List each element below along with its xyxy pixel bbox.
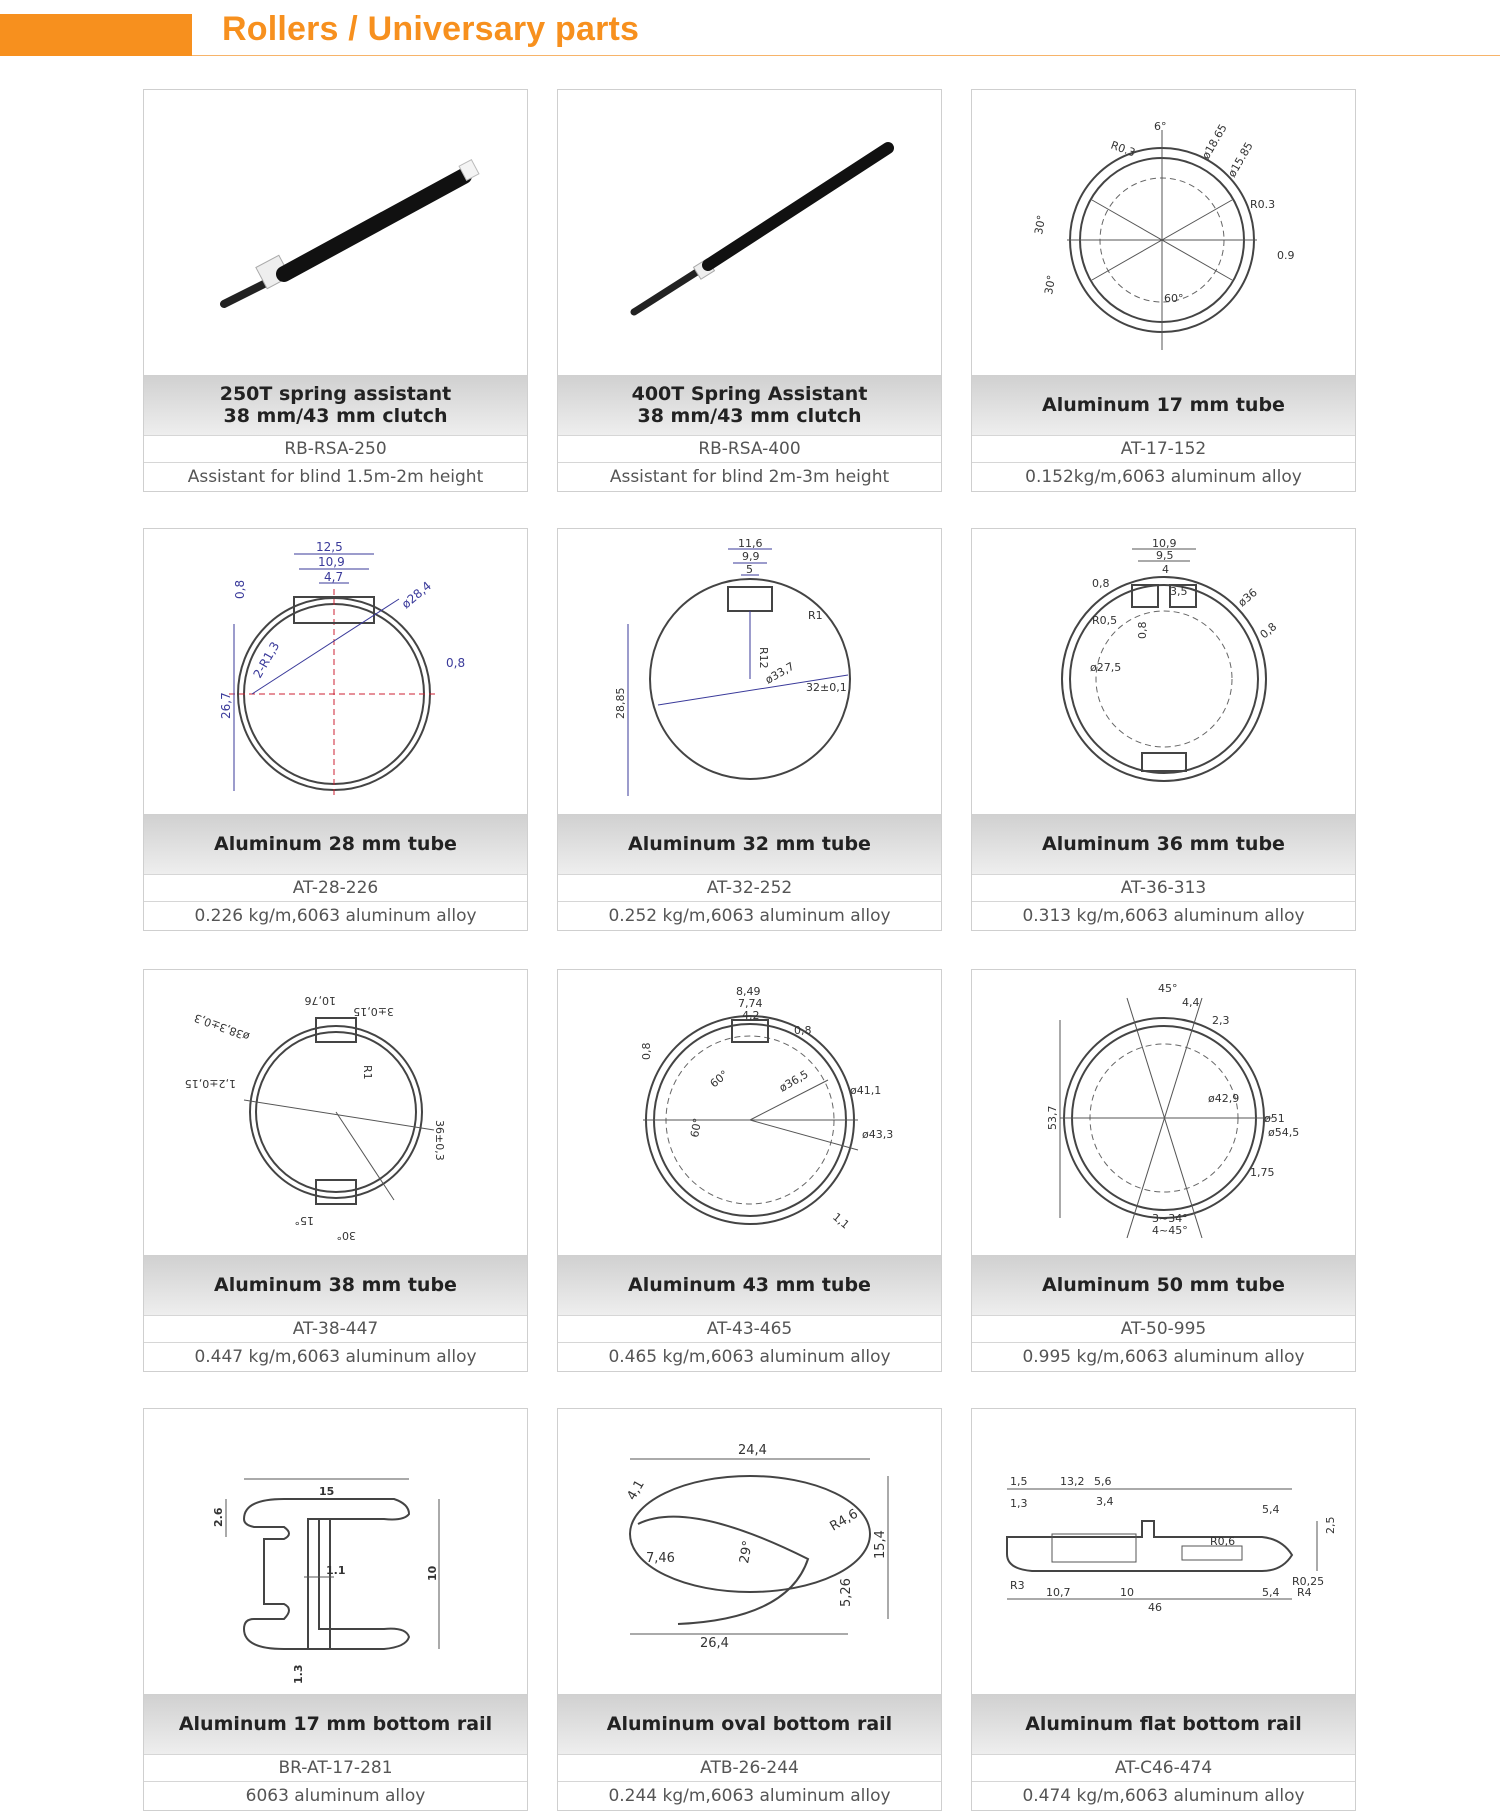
drawing-label: 30°: [1032, 214, 1049, 236]
drawing-label: 10,9: [318, 555, 345, 569]
product-name: Aluminum 17 mm bottom rail: [144, 1694, 527, 1754]
product-name: Aluminum 50 mm tube: [972, 1255, 1355, 1315]
header-accent-bar: [0, 14, 192, 56]
product-description: 0.474 kg/m,6063 aluminum alloy: [1022, 1786, 1305, 1806]
drawing-label: 36±0,3: [433, 1120, 446, 1161]
header-rule: [192, 55, 1500, 56]
product-name: Aluminum 17 mm tube: [972, 375, 1355, 435]
tube-section-drawing-icon: [144, 529, 527, 814]
drawing-label: 30°: [336, 1229, 356, 1242]
drawing-label: 4: [1162, 563, 1169, 576]
product-code: ATB-26-244: [558, 1754, 941, 1782]
drawing-label: 0,8: [233, 579, 247, 599]
product-name: 400T Spring Assistant 38 mm/43 mm clutch: [558, 375, 941, 435]
drawing-label: 10,9: [1152, 537, 1177, 550]
product-description: 0.252 kg/m,6063 aluminum alloy: [608, 906, 891, 926]
tube-section-drawing-icon: [558, 529, 941, 814]
drawing-label: ø18.65: [1199, 121, 1230, 162]
drawing-label: 0,8: [446, 656, 466, 670]
tube-section-drawing-icon: [558, 970, 941, 1255]
product-card[interactable]: [557, 89, 942, 492]
product-code: BR-AT-17-281: [144, 1754, 527, 1782]
drawing-label: 13,2: [1060, 1475, 1085, 1488]
drawing-label: ø27,5: [1090, 661, 1122, 674]
page-title: Rollers / Universary parts: [222, 10, 640, 48]
product-name: Aluminum 32 mm tube: [558, 814, 941, 874]
drawing-label: 1.3: [292, 1664, 305, 1684]
drawing-label: 15,4: [873, 1530, 888, 1559]
drawing-label: R0,6: [1210, 1535, 1236, 1548]
drawing-label: 15: [319, 1485, 335, 1498]
drawing-label: R0,25: [1292, 1575, 1325, 1588]
product-code: AT-C46-474: [972, 1754, 1355, 1782]
drawing-label: 1,75: [1250, 1166, 1275, 1179]
product-code: AT-38-447: [144, 1315, 527, 1343]
drawing-label: ø38,3±0,3: [192, 1011, 252, 1044]
drawing-label: ø51: [1264, 1112, 1285, 1125]
page-header: [0, 0, 1500, 58]
product-description: Assistant for blind 2m-3m height: [609, 467, 890, 487]
drawing-label: 5,4: [1262, 1503, 1280, 1516]
product-description: 0.995 kg/m,6063 aluminum alloy: [1022, 1347, 1305, 1367]
tube-section-drawing-icon: [144, 970, 527, 1255]
product-name: Aluminum 36 mm tube: [972, 814, 1355, 874]
drawing-label: R1: [808, 609, 823, 622]
product-description: 0.244 kg/m,6063 aluminum alloy: [608, 1786, 891, 1806]
product-description: 0.447 kg/m,6063 aluminum alloy: [194, 1347, 477, 1367]
drawing-label: 2,3: [1212, 1014, 1230, 1027]
product-name: Aluminum 38 mm tube: [144, 1255, 527, 1315]
product-code: AT-17-152: [972, 435, 1355, 463]
drawing-label: 26,4: [700, 1636, 729, 1651]
drawing-label: 0.9: [1277, 249, 1295, 262]
product-card[interactable]: [557, 969, 942, 1372]
drawing-label: R0.3: [1250, 198, 1276, 211]
product-name: Aluminum flat bottom rail: [972, 1694, 1355, 1754]
drawing-label: 46: [1148, 1601, 1162, 1614]
drawing-label: 3±0,15: [353, 1005, 394, 1018]
drawing-label: 0,8: [794, 1024, 812, 1037]
product-description: 0.465 kg/m,6063 aluminum alloy: [608, 1347, 891, 1367]
drawing-label: R1: [361, 1065, 374, 1080]
drawing-label: 8,49: [736, 985, 761, 998]
drawing-label: ø41,1: [850, 1084, 882, 1097]
drawing-label: ø54,5: [1268, 1126, 1300, 1139]
drawing-label: 60°: [1164, 292, 1184, 305]
drawing-label: 0,8: [1257, 620, 1280, 642]
drawing-label: 5: [746, 563, 753, 576]
product-card[interactable]: [143, 969, 528, 1372]
drawing-label: 2,5: [1324, 1516, 1337, 1534]
product-code: AT-50-995: [972, 1315, 1355, 1343]
drawing-label: 4,4: [1182, 996, 1200, 1009]
product-description: 0.226 kg/m,6063 aluminum alloy: [194, 906, 477, 926]
product-card[interactable]: [971, 969, 1356, 1372]
drawing-label: 53,7: [1046, 1105, 1059, 1130]
product-code: AT-28-226: [144, 874, 527, 902]
product-description: 0.152kg/m,6063 aluminum alloy: [1025, 467, 1302, 487]
drawing-label: ø15.85: [1225, 139, 1256, 180]
product-name: 250T spring assistant 38 mm/43 mm clutch: [144, 375, 527, 435]
drawing-label: ø43,3: [862, 1128, 894, 1141]
drawing-label: 5,26: [839, 1578, 854, 1607]
product-code: RB-RSA-250: [144, 435, 527, 463]
product-card[interactable]: [971, 528, 1356, 931]
drawing-label: R4: [1297, 1586, 1312, 1599]
drawing-label: 7,74: [738, 997, 763, 1010]
drawing-label: ø36: [1235, 586, 1260, 610]
drawing-label: 10,7: [1046, 1586, 1071, 1599]
drawing-label: 2.6: [212, 1507, 225, 1527]
spring-assistant-rod-icon: [144, 90, 527, 375]
drawing-label: 29°: [737, 1539, 756, 1565]
drawing-label: 1,2±0,15: [184, 1077, 236, 1090]
drawing-label: 1.1: [326, 1564, 346, 1577]
drawing-label: 45°: [1158, 982, 1178, 995]
drawing-label: 11,6: [738, 537, 763, 550]
product-description: Assistant for blind 1.5m-2m height: [187, 467, 484, 487]
drawing-label: 60°: [707, 1067, 731, 1091]
drawing-label: 10,76: [304, 994, 336, 1007]
rail-section-drawing-icon: [144, 1409, 527, 1694]
drawing-label: 28,85: [614, 687, 627, 719]
drawing-label: R0.3: [1108, 138, 1138, 160]
drawing-label: 5,4: [1262, 1586, 1280, 1599]
product-code: RB-RSA-400: [558, 435, 941, 463]
drawing-label: 4,2: [742, 1009, 760, 1022]
drawing-label: 0,8: [1092, 577, 1110, 590]
drawing-label: 60°: [688, 1117, 705, 1139]
product-card[interactable]: [143, 1408, 528, 1811]
drawing-label: 1,1: [830, 1210, 852, 1232]
drawing-label: 32±0,1: [806, 681, 847, 694]
drawing-label: 6°: [1154, 120, 1167, 133]
drawing-label: 3,5: [1170, 585, 1188, 598]
drawing-label: 7,46: [646, 1551, 675, 1566]
drawing-label: 4,7: [324, 570, 344, 584]
drawing-label: 9,5: [1156, 549, 1174, 562]
product-description: 6063 aluminum alloy: [245, 1786, 426, 1806]
drawing-label: 4~45°: [1152, 1224, 1188, 1237]
drawing-label: R4,6: [827, 1506, 861, 1535]
product-name: Aluminum oval bottom rail: [558, 1694, 941, 1754]
product-card[interactable]: [143, 528, 528, 931]
drawing-label: 3~34°: [1152, 1212, 1188, 1225]
drawing-label: 3,4: [1096, 1495, 1114, 1508]
drawing-label: ø36,5: [777, 1067, 811, 1095]
drawing-label: R0,5: [1092, 614, 1118, 627]
drawing-label: 9,9: [742, 550, 760, 563]
drawing-label: 30°: [1042, 274, 1059, 296]
product-card[interactable]: [557, 528, 942, 931]
drawing-label: 1,3: [1010, 1497, 1028, 1510]
drawing-label: 2-R1,3: [250, 639, 283, 681]
drawing-label: 26,7: [219, 692, 233, 719]
drawing-label: 10: [1120, 1586, 1134, 1599]
drawing-label: 0,8: [640, 1042, 653, 1060]
drawing-label: ø28,4: [398, 578, 435, 612]
product-card[interactable]: [557, 1408, 942, 1811]
rail-section-drawing-icon: [558, 1409, 941, 1694]
drawing-label: R3: [1010, 1579, 1025, 1592]
drawing-label: R12: [757, 647, 770, 669]
product-code: AT-36-313: [972, 874, 1355, 902]
product-code: AT-43-465: [558, 1315, 941, 1343]
drawing-label: ø33,7: [763, 659, 797, 687]
drawing-label: 1,5: [1010, 1475, 1028, 1488]
product-card[interactable]: [971, 89, 1356, 492]
product-card[interactable]: [971, 1408, 1356, 1811]
drawing-label: 12,5: [316, 540, 343, 554]
drawing-label: 15°: [294, 1214, 314, 1227]
tube-section-drawing-icon: [972, 970, 1355, 1255]
product-name: Aluminum 28 mm tube: [144, 814, 527, 874]
product-name: Aluminum 43 mm tube: [558, 1255, 941, 1315]
tube-section-drawing-icon: [972, 90, 1355, 375]
drawing-label: 0,8: [1136, 621, 1149, 639]
drawing-label: 4,1: [624, 1477, 648, 1503]
spring-assistant-rod-icon: [558, 90, 941, 375]
drawing-label: 10: [426, 1565, 439, 1581]
drawing-label: 5,6: [1094, 1475, 1112, 1488]
tube-section-drawing-icon: [972, 529, 1355, 814]
drawing-label: 24,4: [738, 1443, 767, 1458]
product-code: AT-32-252: [558, 874, 941, 902]
rail-section-drawing-icon: [972, 1409, 1355, 1694]
drawing-label: ø42,9: [1208, 1092, 1240, 1105]
product-description: 0.313 kg/m,6063 aluminum alloy: [1022, 906, 1305, 926]
product-card[interactable]: [143, 89, 528, 492]
